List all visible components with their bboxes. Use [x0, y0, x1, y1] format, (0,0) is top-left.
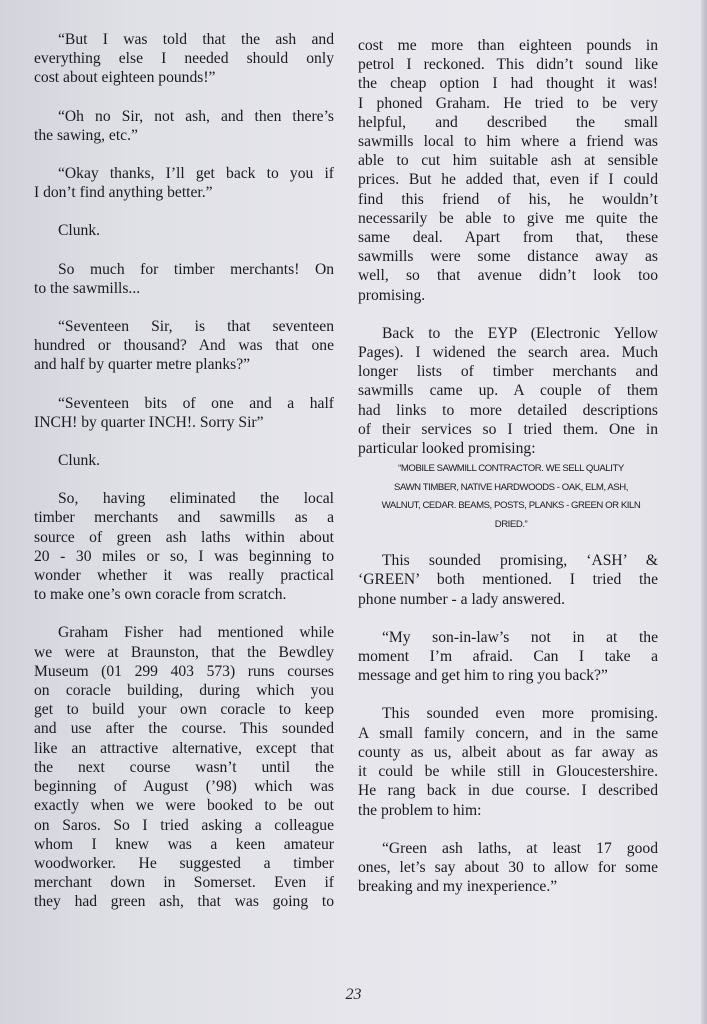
text-line: find this friend of his, he wouldn’t	[358, 190, 658, 208]
paragraph	[34, 394, 334, 432]
right-column	[358, 36, 658, 896]
paragraph	[358, 704, 658, 819]
text-line: prices. But he added that, even if I could	[358, 171, 658, 189]
text-line: on Saros. So I tried asking a colleague	[34, 816, 334, 834]
text-line: hundred or thousand? And was that one	[34, 337, 334, 355]
text-line: Back to the EYP (Electronic Yellow	[382, 324, 658, 342]
text-line: promising.	[358, 286, 426, 304]
paragraph	[34, 489, 334, 604]
text-line: we were at Braunston, that the Bewdley	[34, 643, 334, 661]
text-line: particular looked promising:	[358, 440, 536, 458]
paragraph	[34, 30, 334, 88]
paragraph	[34, 221, 334, 240]
paragraph	[358, 324, 658, 458]
text-line: “But I was told that the ash and	[58, 31, 334, 48]
text-line: cost me more than eighteen pounds in	[358, 37, 658, 54]
page-number: 23	[345, 986, 362, 1003]
text-line: sawmills were some distance away as	[358, 248, 658, 266]
text-line: message and get him to ring you back?”	[358, 667, 608, 685]
text-line: INCH! by quarter INCH!. Sorry Sir”	[34, 413, 264, 431]
text-line: So much for timber merchants! On	[58, 260, 334, 278]
text-line: able to cut him suitable ash at sensible	[358, 152, 658, 170]
paragraph	[358, 36, 658, 305]
paragraph	[34, 107, 334, 145]
text-line: breaking and my inexperience.”	[358, 878, 558, 896]
text-line: county as us, albeit about as far away as	[358, 743, 658, 761]
text-line: He rang back in due course. I described	[358, 782, 658, 800]
text-line: I don’t find anything better.”	[34, 184, 213, 202]
text-line: necessarily be able to give me quite the	[358, 209, 658, 227]
text-line: and half by quarter metre planks?”	[34, 356, 251, 374]
text-line: I phoned Graham. He tried to be very	[358, 94, 658, 112]
text-line: on coracle building, during which you	[34, 682, 334, 700]
text-line: the next course wasn’t until the	[34, 758, 334, 776]
advert-line: “MOBILE SAWMILL CONTRACTOR. WE SELL QUALITY	[398, 463, 624, 475]
text-line: moment I’m afraid. Can I take a	[358, 648, 658, 666]
text-line: like an attractive alternative, except that	[34, 739, 334, 757]
paragraph	[34, 623, 334, 911]
text-line: whom I knew was a keen amateur	[34, 835, 334, 853]
text-line: well, so that avenue didn’t look too	[358, 267, 658, 285]
paragraph	[34, 451, 334, 470]
text-line: ones, let’s say about 30 to allow for some	[358, 858, 658, 876]
text-line: timber merchants and sawmills as a	[34, 509, 334, 527]
text-line: the problem to him:	[358, 801, 482, 819]
text-line: sawmills came up. A couple of them	[358, 382, 658, 400]
text-line: wonder whether it was really practical	[34, 567, 334, 585]
text-line: longer lists of timber merchants and	[358, 363, 658, 381]
advert-line: SAWN TIMBER, NATIVE HARDWOODS - OAK, ELM, ASH,	[394, 481, 628, 493]
text-line: A small family concern, and in the same	[358, 724, 658, 742]
text-line: “Seventeen Sir, is that seventeen	[58, 318, 334, 336]
paragraph	[34, 164, 334, 202]
advert-quote	[358, 461, 658, 532]
text-line: “My son-in-law’s not in at the	[382, 628, 658, 646]
text-line: helpful, and described the small	[358, 113, 658, 131]
page-edge	[701, 0, 707, 1024]
text-line: “Okay thanks, I’ll get back to you if	[58, 165, 334, 183]
text-line: phone number - a lady answered.	[358, 590, 565, 608]
text-line: Graham Fisher had mentioned while	[58, 624, 334, 642]
text-line: of their services so I tried them. One in	[358, 420, 658, 438]
text-line: petrol I reckoned. This didn’t sound like	[358, 56, 658, 74]
paragraph	[358, 839, 658, 897]
text-line: merchant down in Somerset. Even if	[34, 874, 334, 892]
text-line: get to build your own coracle to keep	[34, 701, 334, 719]
text-line: This sounded even more promising.	[382, 705, 658, 723]
text-line: Museum (01 299 403 573) runs courses	[34, 662, 334, 680]
text-line: to make one’s own coracle from scratch.	[34, 586, 287, 604]
text-line: the sawing, etc.”	[34, 126, 138, 144]
text-line: 20 - 30 miles or so, I was beginning to	[34, 547, 334, 565]
text-line: and use after the course. This sounded	[34, 720, 334, 738]
text-line: So, having eliminated the local	[58, 490, 334, 508]
paragraph	[358, 628, 658, 686]
text-line: cost about eighteen pounds!”	[34, 69, 216, 87]
text-line: “Seventeen bits of one and a half	[58, 394, 334, 412]
text-line: exactly when we were booked to be out	[34, 797, 334, 815]
text-line: This sounded promising, ‘ASH’ &	[382, 552, 658, 570]
advert-line: DRIED.”	[494, 518, 528, 530]
text-line: beginning of August (’98) which was	[34, 778, 334, 796]
text-line: sawmills local to him where a friend was	[358, 133, 658, 151]
text-line: had links to more detailed descriptions	[358, 401, 658, 419]
text-line: to the sawmills...	[34, 279, 141, 297]
text-line: Clunk.	[58, 222, 101, 240]
left-column	[34, 30, 334, 912]
text-line: everything else I needed should only	[34, 50, 334, 68]
text-line: “Green ash laths, at least 17 good	[382, 839, 658, 857]
advert-line: WALNUT, CEDAR. BEAMS, POSTS, PLANKS - GREEN OR KILN	[381, 500, 641, 512]
text-line: they had green ash, that was going to	[34, 893, 334, 911]
text-line: source of green ash laths within about	[34, 528, 334, 546]
paragraph	[34, 317, 334, 375]
text-line: the cheap option I had thought it was!	[358, 75, 658, 93]
text-line: Clunk.	[58, 452, 101, 470]
paragraph	[358, 551, 658, 609]
text-line: ‘GREEN’ both mentioned. I tried the	[358, 571, 658, 589]
text-line: same deal. Apart from that, these	[358, 229, 658, 247]
text-line: woodworker. He suggested a timber	[34, 854, 334, 872]
text-line: Pages). I widened the search area. Much	[358, 344, 658, 362]
text-line: “Oh no Sir, not ash, and then there’s	[58, 107, 334, 125]
paragraph	[34, 260, 334, 298]
text-line: it could be while still in Gloucestershire.	[358, 763, 658, 781]
